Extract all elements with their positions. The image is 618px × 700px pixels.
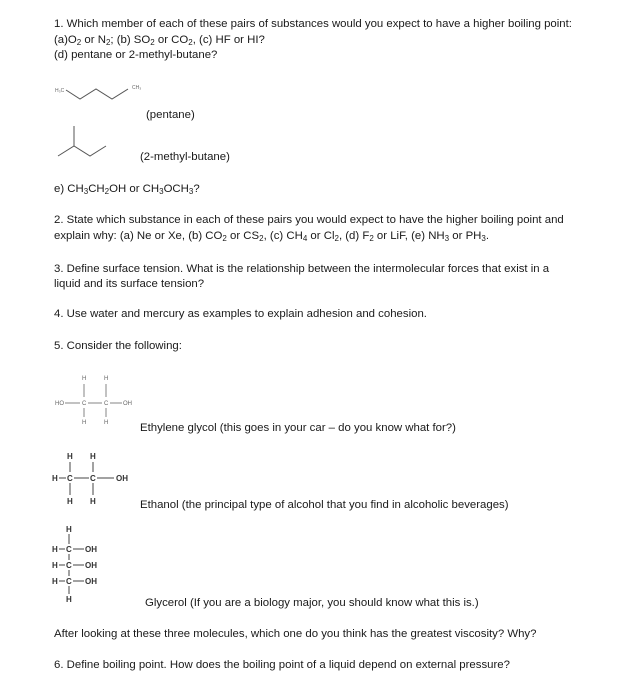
- q4-line1: 4. Use water and mercury as examples to explain adhesion and cohesion.: [54, 308, 427, 320]
- ethanol-structure: [50, 448, 145, 510]
- ethylene-glycol-structure: [54, 370, 144, 426]
- q3-line2: liquid and its surface tension?: [54, 278, 205, 290]
- pentane-end-right: CH₃: [132, 85, 142, 91]
- q2-line1: 2. State which substance in each of these pairs you would expect to have the higher boiling point and: [54, 214, 564, 226]
- pentane-label: (pentane): [146, 109, 195, 121]
- q3-line1: 3. Define surface tension. What is the relationship between the intermolecular forces that exist in a: [54, 263, 550, 275]
- q1-line2: $(a)O_2$ or $N_2$; (b) $SO_2$ or $CO_2$, (c) HF or HI?: [54, 34, 265, 47]
- svg-text:H: H: [52, 561, 58, 570]
- glycerol-caption: Glycerol (If you are a biology major, you should know what this is.): [145, 597, 479, 609]
- svg-text:HO: HO: [55, 401, 64, 407]
- pentane-structure: [50, 80, 170, 108]
- q5-viscosity-question: After looking at these three molecules, which one do you think has the greatest viscosity? Why?: [54, 628, 537, 640]
- q1-line3: (d) pentane or 2-methyl-butane?: [54, 49, 218, 61]
- svg-text:C: C: [90, 474, 96, 483]
- svg-text:H: H: [67, 497, 73, 506]
- svg-text:OH: OH: [116, 474, 128, 483]
- glycerol-structure: [50, 522, 120, 606]
- svg-text:H: H: [104, 420, 109, 426]
- svg-text:OH: OH: [85, 561, 97, 570]
- svg-text:C: C: [104, 401, 109, 407]
- q1-line1: 1. Which member of each of these pairs of substances would you expect to have a higher boiling point:: [54, 18, 572, 30]
- svg-text:H: H: [52, 474, 58, 483]
- q2-line2: explain why: (a) Ne or Xe, (b) $CO_2$ or $CS_2$, (c) $CH_4$ or $Cl_2$, (d) $F_2$ or LiF, (e) $NH_3$ or $PH_3$.: [54, 230, 490, 243]
- pentane-bonds: [66, 89, 128, 99]
- svg-text:H: H: [104, 376, 109, 382]
- methylbutane-label: (2-methyl-butane): [140, 151, 230, 163]
- q5-line1: 5. Consider the following:: [54, 340, 182, 352]
- svg-text:H: H: [82, 376, 87, 382]
- svg-text:H: H: [67, 452, 73, 461]
- svg-text:C: C: [66, 577, 72, 586]
- svg-text:H: H: [90, 497, 96, 506]
- svg-text:H: H: [90, 452, 96, 461]
- svg-text:C: C: [82, 401, 87, 407]
- ethanol-caption: Ethanol (the principal type of alcohol that you find in alcoholic beverages): [140, 499, 509, 511]
- methylbutane-chain: [58, 146, 106, 156]
- methylbutane-structure: [56, 118, 126, 160]
- svg-text:H: H: [66, 525, 72, 534]
- svg-text:C: C: [66, 545, 72, 554]
- q6-line1: 6. Define boiling point. How does the boiling point of a liquid depend on external pressure?: [54, 659, 510, 671]
- ethylene-glycol-caption: Ethylene glycol (this goes in your car – do you know what for?): [140, 422, 456, 434]
- svg-text:H: H: [82, 420, 87, 426]
- svg-text:C: C: [67, 474, 73, 483]
- svg-text:C: C: [66, 561, 72, 570]
- svg-text:OH: OH: [123, 401, 132, 407]
- q1-part-e: e) $CH_3CH_2OH$ or $CH_3OCH_3$?: [54, 183, 200, 196]
- svg-text:H: H: [66, 595, 72, 604]
- svg-text:H: H: [52, 577, 58, 586]
- svg-text:OH: OH: [85, 577, 97, 586]
- svg-text:H: H: [52, 545, 58, 554]
- pentane-end-left: H₃C: [55, 88, 65, 94]
- svg-text:OH: OH: [85, 545, 97, 554]
